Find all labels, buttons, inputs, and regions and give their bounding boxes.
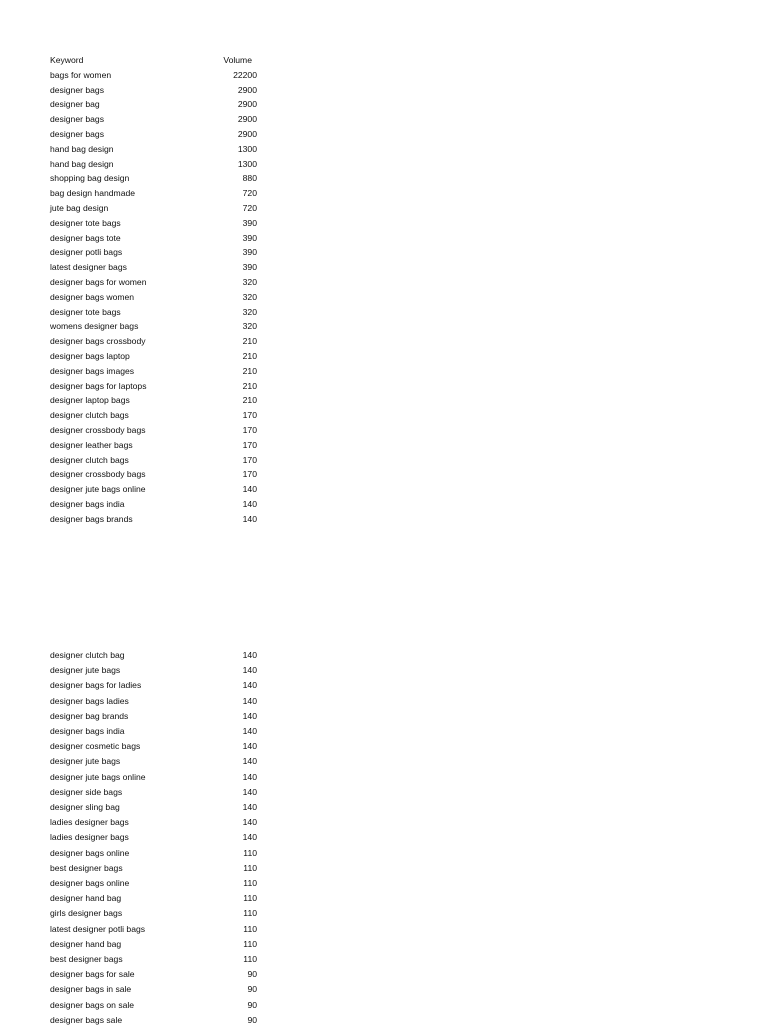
volume-cell: 140 — [242, 665, 257, 676]
volume-cell: 720 — [242, 188, 257, 199]
volume-cell: 110 — [243, 908, 257, 919]
keyword-cell: designer bags for sale — [50, 969, 135, 980]
table-row — [50, 171, 260, 186]
keyword-cell: designer bags india — [50, 726, 125, 737]
keyword-cell: designer bags laptop — [50, 350, 130, 361]
keyword-cell: designer jute bags — [50, 756, 121, 767]
keyword-cell: designer bags — [50, 128, 104, 139]
volume-cell: 320 — [242, 276, 257, 287]
keyword-cell: hand bag design — [50, 143, 114, 154]
table-row — [50, 83, 260, 98]
table-row — [50, 216, 260, 231]
table-row — [50, 112, 260, 127]
table-row — [50, 830, 260, 845]
table-row — [50, 393, 260, 408]
volume-cell: 140 — [242, 726, 257, 737]
keyword-cell: designer jute bags — [50, 665, 121, 676]
table-row — [50, 231, 260, 246]
volume-cell: 170 — [242, 410, 257, 421]
keyword-cell: designer bags online — [50, 878, 130, 889]
table-row — [50, 319, 260, 334]
keyword-cell: designer bags tote — [50, 232, 121, 243]
table-row — [50, 998, 260, 1013]
keyword-cell: hand bag design — [50, 158, 114, 169]
table-row — [50, 157, 260, 172]
table-row — [50, 423, 260, 438]
keyword-cell: designer bags for laptops — [50, 380, 147, 391]
keyword-cell: designer bags women — [50, 291, 135, 302]
table-rows — [50, 648, 260, 1028]
keyword-cell: designer tote bags — [50, 217, 121, 228]
keyword-cell: designer bags for ladies — [50, 680, 142, 691]
keyword-cell: designer hand bag — [50, 938, 122, 949]
keyword-cell: designer jute bags online — [50, 771, 146, 782]
keyword-cell: designer bags images — [50, 365, 135, 376]
table-row — [50, 922, 260, 937]
table-row — [50, 846, 260, 861]
table-row — [50, 408, 260, 423]
keyword-cell: ladies designer bags — [50, 832, 129, 843]
volume-cell: 210 — [242, 395, 257, 406]
volume-cell: 170 — [242, 469, 257, 480]
keyword-cell: designer bags crossbody — [50, 336, 146, 347]
volume-cell: 110 — [243, 923, 257, 934]
keyword-cell: designer tote bags — [50, 306, 121, 317]
volume-cell: 210 — [242, 350, 257, 361]
volume-cell: 140 — [242, 802, 257, 813]
volume-cell: 320 — [242, 291, 257, 302]
table-row — [50, 290, 260, 305]
volume-cell: 390 — [242, 217, 257, 228]
keyword-cell: jute bag design — [50, 202, 109, 213]
volume-cell: 390 — [242, 262, 257, 273]
table-row — [50, 201, 260, 216]
keyword-cell: designer side bags — [50, 786, 123, 797]
table-row — [50, 186, 260, 201]
volume-cell: 2900 — [237, 128, 257, 139]
keyword-cell: designer bag — [50, 99, 100, 110]
keyword-cell: latest designer bags — [50, 262, 127, 273]
volume-cell: 140 — [242, 756, 257, 767]
table-row — [50, 982, 260, 997]
keyword-cell: designer potli bags — [50, 247, 123, 258]
table-row — [50, 739, 260, 754]
volume-cell: 140 — [242, 498, 257, 509]
keyword-cell: designer bag brands — [50, 710, 129, 721]
keyword-cell: designer clutch bags — [50, 454, 129, 465]
volume-cell: 170 — [242, 454, 257, 465]
volume-cell: 2900 — [237, 99, 257, 110]
volume-cell: 90 — [247, 1014, 257, 1025]
volume-cell: 110 — [243, 862, 257, 873]
volume-cell: 140 — [242, 513, 257, 524]
keyword-cell: designer crossbody bags — [50, 424, 146, 435]
keyword-cell: designer bags — [50, 114, 104, 125]
volume-cell: 140 — [242, 832, 257, 843]
table-row — [50, 68, 260, 83]
keyword-cell: designer bags brands — [50, 513, 133, 524]
volume-cell: 110 — [243, 938, 257, 949]
table-row — [50, 770, 260, 785]
volume-cell: 170 — [242, 424, 257, 435]
volume-cell: 90 — [247, 999, 257, 1010]
keyword-cell: designer laptop bags — [50, 395, 130, 406]
table-row — [50, 260, 260, 275]
table-row — [50, 861, 260, 876]
volume-cell: 110 — [243, 847, 257, 858]
keyword-cell: designer clutch bag — [50, 650, 125, 660]
volume-cell: 1300 — [237, 158, 257, 169]
table-rows — [50, 68, 260, 527]
table-header — [50, 53, 260, 68]
table-row — [50, 815, 260, 830]
volume-cell: 140 — [242, 484, 257, 495]
keyword-cell: shopping bag design — [50, 173, 130, 184]
keyword-cell: designer bags india — [50, 498, 125, 509]
volume-cell: 720 — [242, 202, 257, 213]
table-row — [50, 967, 260, 982]
table-row — [50, 754, 260, 769]
volume-cell: 140 — [242, 741, 257, 752]
keyword-cell: designer bags online — [50, 847, 130, 858]
keyword-cell: bags for women — [50, 69, 112, 80]
table-row — [50, 694, 260, 709]
table-row — [50, 305, 260, 320]
table-row — [50, 663, 260, 678]
keyword-cell: latest designer potli bags — [50, 923, 146, 934]
table-row — [50, 891, 260, 906]
table-row — [50, 349, 260, 364]
table-row — [50, 127, 260, 142]
keyword-table-top — [50, 53, 260, 527]
volume-cell: 210 — [242, 336, 257, 347]
keyword-cell: designer bags in sale — [50, 984, 132, 995]
keyword-cell: designer bags on sale — [50, 999, 135, 1010]
keyword-cell: designer crossbody bags — [50, 469, 146, 480]
volume-cell: 170 — [242, 439, 257, 450]
volume-cell: 390 — [242, 247, 257, 258]
volume-cell: 140 — [242, 786, 257, 797]
keyword-cell: designer sling bag — [50, 802, 120, 813]
keyword-cell: designer hand bag — [50, 893, 122, 904]
keyword-cell: designer cosmetic bags — [50, 741, 141, 752]
keyword-table-bottom — [50, 648, 260, 1028]
volume-cell: 2900 — [237, 84, 257, 95]
table-row — [50, 937, 260, 952]
volume-cell: 140 — [242, 695, 257, 706]
table-row — [50, 97, 260, 112]
volume-cell: 880 — [242, 173, 257, 184]
table-row — [50, 379, 260, 394]
keyword-cell: best designer bags — [50, 862, 123, 873]
table-row — [50, 906, 260, 921]
volume-cell: 110 — [243, 893, 257, 904]
volume-cell: 140 — [242, 650, 257, 660]
keyword-cell: designer leather bags — [50, 439, 133, 450]
keyword-cell: designer bags for women — [50, 276, 147, 287]
keyword-cell: designer bags — [50, 84, 104, 95]
volume-cell: 320 — [242, 306, 257, 317]
table-row — [50, 1013, 260, 1028]
table-row — [50, 709, 260, 724]
volume-column-header: Volume — [223, 55, 252, 65]
volume-cell: 90 — [247, 969, 257, 980]
keyword-cell: ladies designer bags — [50, 817, 129, 828]
table-row — [50, 800, 260, 815]
keyword-cell: designer clutch bags — [50, 410, 129, 421]
table-row — [50, 497, 260, 512]
table-row — [50, 724, 260, 739]
volume-cell: 140 — [242, 817, 257, 828]
table-row — [50, 438, 260, 453]
table-row — [50, 678, 260, 693]
keyword-cell: designer bags sale — [50, 1014, 123, 1025]
table-row — [50, 512, 260, 527]
table-row — [50, 142, 260, 157]
volume-cell: 90 — [247, 984, 257, 995]
volume-cell: 210 — [242, 365, 257, 376]
volume-cell: 390 — [242, 232, 257, 243]
volume-cell: 140 — [242, 771, 257, 782]
keyword-cell: bag design handmade — [50, 188, 136, 199]
table-row — [50, 364, 260, 379]
table-row — [50, 245, 260, 260]
keyword-cell: girls designer bags — [50, 908, 123, 919]
volume-cell: 320 — [242, 321, 257, 332]
keyword-cell: best designer bags — [50, 954, 123, 965]
keyword-column-header: Keyword — [50, 55, 84, 65]
volume-cell: 110 — [243, 878, 257, 889]
table-row — [50, 334, 260, 349]
table-row — [50, 453, 260, 468]
table-row — [50, 482, 260, 497]
volume-cell: 1300 — [237, 143, 257, 154]
keyword-cell: designer jute bags online — [50, 484, 146, 495]
table-row — [50, 275, 260, 290]
volume-cell: 210 — [242, 380, 257, 391]
volume-cell: 2900 — [237, 114, 257, 125]
volume-cell: 140 — [242, 710, 257, 721]
table-row — [50, 467, 260, 482]
volume-cell: 110 — [243, 954, 257, 965]
volume-cell: 22200 — [233, 69, 257, 80]
table-row — [50, 952, 260, 967]
table-row — [50, 785, 260, 800]
volume-cell: 140 — [242, 680, 257, 691]
keyword-cell: womens designer bags — [50, 321, 139, 332]
keyword-cell: designer bags ladies — [50, 695, 129, 706]
table-row — [50, 876, 260, 891]
table-row — [50, 648, 260, 663]
